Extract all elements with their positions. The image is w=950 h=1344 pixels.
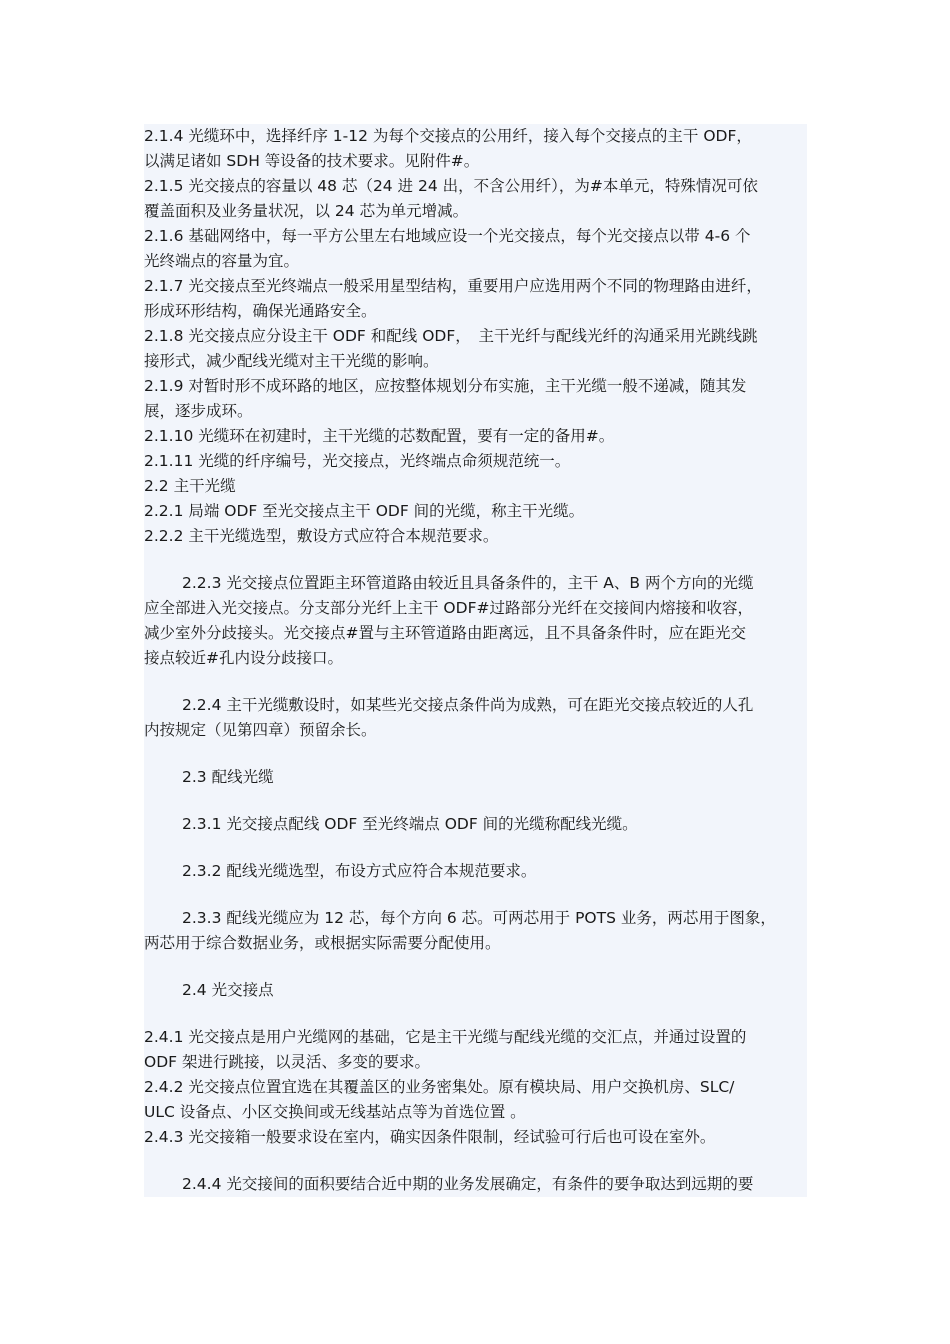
text-line: 2.1.7 光交接点至光终端点一般采用星型结构，重要用户应选用两个不同的物理路由进纤， bbox=[144, 277, 762, 295]
text-line: 接点较近#孔内设分歧接口。 bbox=[144, 649, 343, 667]
text-line: 2.4.2 光交接点位置宜选在其覆盖区的业务密集处。原有模块局、用户交换机房、SLC/ bbox=[144, 1078, 735, 1096]
text-line: 光终端点的容量为宜。 bbox=[144, 252, 300, 270]
text-line: ULC 设备点、小区交换间或无线基站点等为首选位置 。 bbox=[144, 1103, 526, 1121]
text-line: 2.2.1 局端 ODF 至光交接点主干 ODF 间的光缆，称主干光缆。 bbox=[144, 502, 585, 520]
text-line: 2.1.9 对暂时形不成环路的地区，应按整体规划分布实施，主干光缆一般不递减，随其发 bbox=[144, 377, 747, 395]
text-line: 2.4.4 光交接间的面积要结合近中期的业务发展确定，有条件的要争取达到远期的要 bbox=[182, 1175, 754, 1193]
text-line: 2.1.6 基础网络中，每一平方公里左右地域应设一个光交接点，每个光交接点以带 4-6 个 bbox=[144, 227, 751, 245]
text-line: 2.3.1 光交接点配线 ODF 至光终端点 ODF 间的光缆称配线光缆。 bbox=[182, 815, 638, 833]
section-heading: 2.2 主干光缆 bbox=[144, 477, 236, 495]
text-line: 2.4.1 光交接点是用户光缆网的基础，它是主干光缆与配线光缆的交汇点，并通过设置的 bbox=[144, 1028, 747, 1046]
text-line: ODF 架进行跳接，以灵活、多变的要求。 bbox=[144, 1053, 430, 1071]
section-heading: 2.3 配线光缆 bbox=[182, 768, 274, 786]
text-line: 2.1.10 光缆环在初建时，主干光缆的芯数配置，要有一定的备用#。 bbox=[144, 427, 615, 445]
text-line: 内按规定（见第四章）预留余长。 bbox=[144, 721, 377, 739]
text-line: 2.1.8 光交接点应分设主干 ODF 和配线 ODF， 主干光纤与配线光纤的沟通采用光跳线跳 bbox=[144, 327, 758, 345]
text-line: 2.2.2 主干光缆选型，敷设方式应符合本规范要求。 bbox=[144, 527, 499, 545]
document-body bbox=[144, 124, 807, 1197]
text-line: 2.4.3 光交接箱一般要求设在室内，确实因条件限制，经试验可行后也可设在室外。 bbox=[144, 1128, 716, 1146]
text-line: 减少室外分歧接头。光交接点#置与主环管道路由距离远，且不具备条件时，应在距光交 bbox=[144, 624, 746, 642]
section-heading: 2.4 光交接点 bbox=[182, 981, 274, 999]
text-line: 2.1.4 光缆环中，选择纤序 1-12 为每个交接点的公用纤，接入每个交接点的主干 ODF， bbox=[144, 127, 752, 145]
text-line: 形成环形结构，确保光通路安全。 bbox=[144, 302, 377, 320]
text-line: 两芯用于综合数据业务，或根据实际需要分配使用。 bbox=[144, 934, 501, 952]
text-line: 覆盖面积及业务量状况，以 24 芯为单元增减。 bbox=[144, 202, 469, 220]
text-line: 2.2.3 光交接点位置距主环管道路由较近且具备条件的，主干 A、B 两个方向的光缆 bbox=[182, 574, 754, 592]
text-line: 应全部进入光交接点。分支部分光纤上主干 ODF#过路部分光纤在交接间内熔接和收容， bbox=[144, 599, 753, 617]
text-line: 2.2.4 主干光缆敷设时，如某些光交接点条件尚为成熟，可在距光交接点较近的人孔 bbox=[182, 696, 754, 714]
text-line: 2.3.3 配线光缆应为 12 芯，每个方向 6 芯。可两芯用于 POTS 业务，两芯用于图象， bbox=[182, 909, 776, 927]
text-line: 接形式，减少配线光缆对主干光缆的影响。 bbox=[144, 352, 439, 370]
text-line: 以满足诸如 SDH 等设备的技术要求。见附件#。 bbox=[144, 152, 480, 170]
text-line: 2.3.2 配线光缆选型，布设方式应符合本规范要求。 bbox=[182, 862, 537, 880]
text-line: 2.1.5 光交接点的容量以 48 芯（24 进 24 出，不含公用纤），为#本单元，特殊情况可依 bbox=[144, 177, 758, 195]
text-line: 展，逐步成环。 bbox=[144, 402, 253, 420]
text-line: 2.1.11 光缆的纤序编号，光交接点，光终端点命须规范统一。 bbox=[144, 452, 571, 470]
